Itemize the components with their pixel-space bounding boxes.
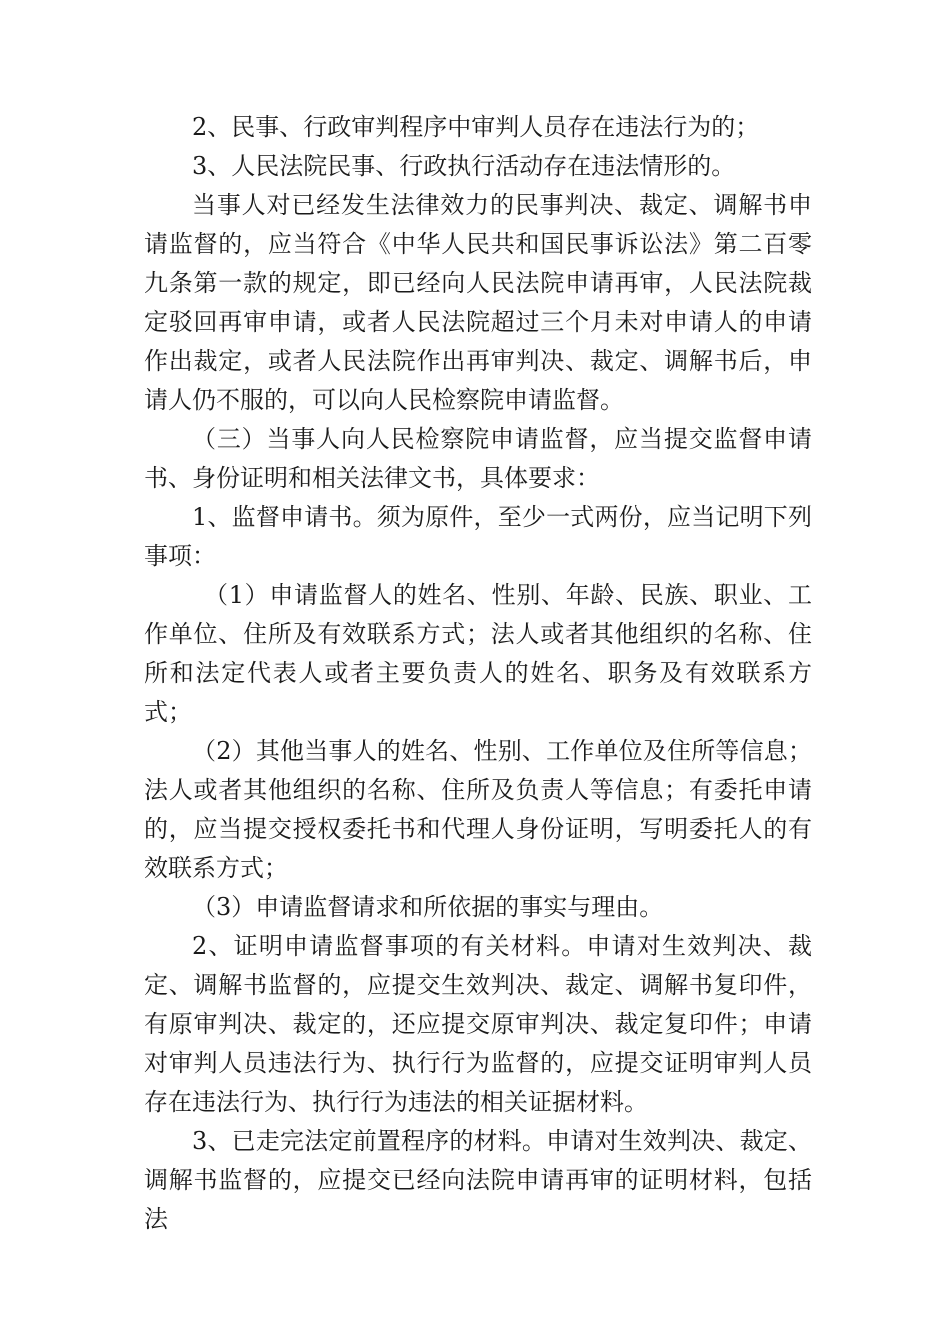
paragraph-subitem-3: （3）申请监督请求和所依据的事实与理由。 [192,893,664,921]
paragraph-supporting-materials: 2、证明申请监督事项的有关材料。申请对生效判决、裁定、调解书监督的，应提交生效判决、裁定、调解书复印件，有原审判决、裁定的，还应提交原审判决、裁定复印件；申请对审判人员违法行为、执行行为监督的，应提交证明审判人员存在违法行为、执行行为违法的相关证据材料。 [144,932,812,1116]
paragraph-prerequisite-procedure: 3、已走完法定前置程序的材料。申请对生效判决、裁定、调解书监督的，应提交已经向法院申请再审的证明材料，包括法 [144,1127,812,1233]
paragraph-civil-supervision-conditions: 当事人对已经发生法律效力的民事判决、裁定、调解书申请监督的，应当符合《中华人民共和国民事诉讼法》第二百零九条第一款的规定，即已经向人民法院申请再审，人民法院裁定驳回再审申请，或者人民法院超过三个月未对申请人的申请作出裁定，或者人民法院作出再审判决、裁定、调解书后，申请人仍不服的，可以向人民检察院申请监督。 [144,191,812,414]
paragraph-item-3: 3、人民法院民事、行政执行活动存在违法情形的。 [192,152,736,180]
paragraph-subitem-2: （2）其他当事人的姓名、性别、工作单位及住所等信息；法人或者其他组织的名称、住所及负责人等信息；有委托申请的，应当提交授权委托书和代理人身份证明，写明委托人的有效联系方式； [144,737,812,882]
paragraph-section-3-heading: （三）当事人向人民检察院申请监督，应当提交监督申请书、身份证明和相关法律文书，具体要求： [144,425,812,492]
paragraph-subitem-1: （1）申请监督人的姓名、性别、年龄、民族、职业、工作单位、住所及有效联系方式；法人或者其他组织的名称、住所和法定代表人或者主要负责人的姓名、职务及有效联系方式； [144,581,812,726]
paragraph-item-2: 2、民事、行政审判程序中审判人员存在违法行为的； [192,113,760,141]
paragraph-application-letter: 1、监督申请书。须为原件，至少一式两份，应当记明下列事项： [144,503,812,570]
document-body [144,108,812,1239]
